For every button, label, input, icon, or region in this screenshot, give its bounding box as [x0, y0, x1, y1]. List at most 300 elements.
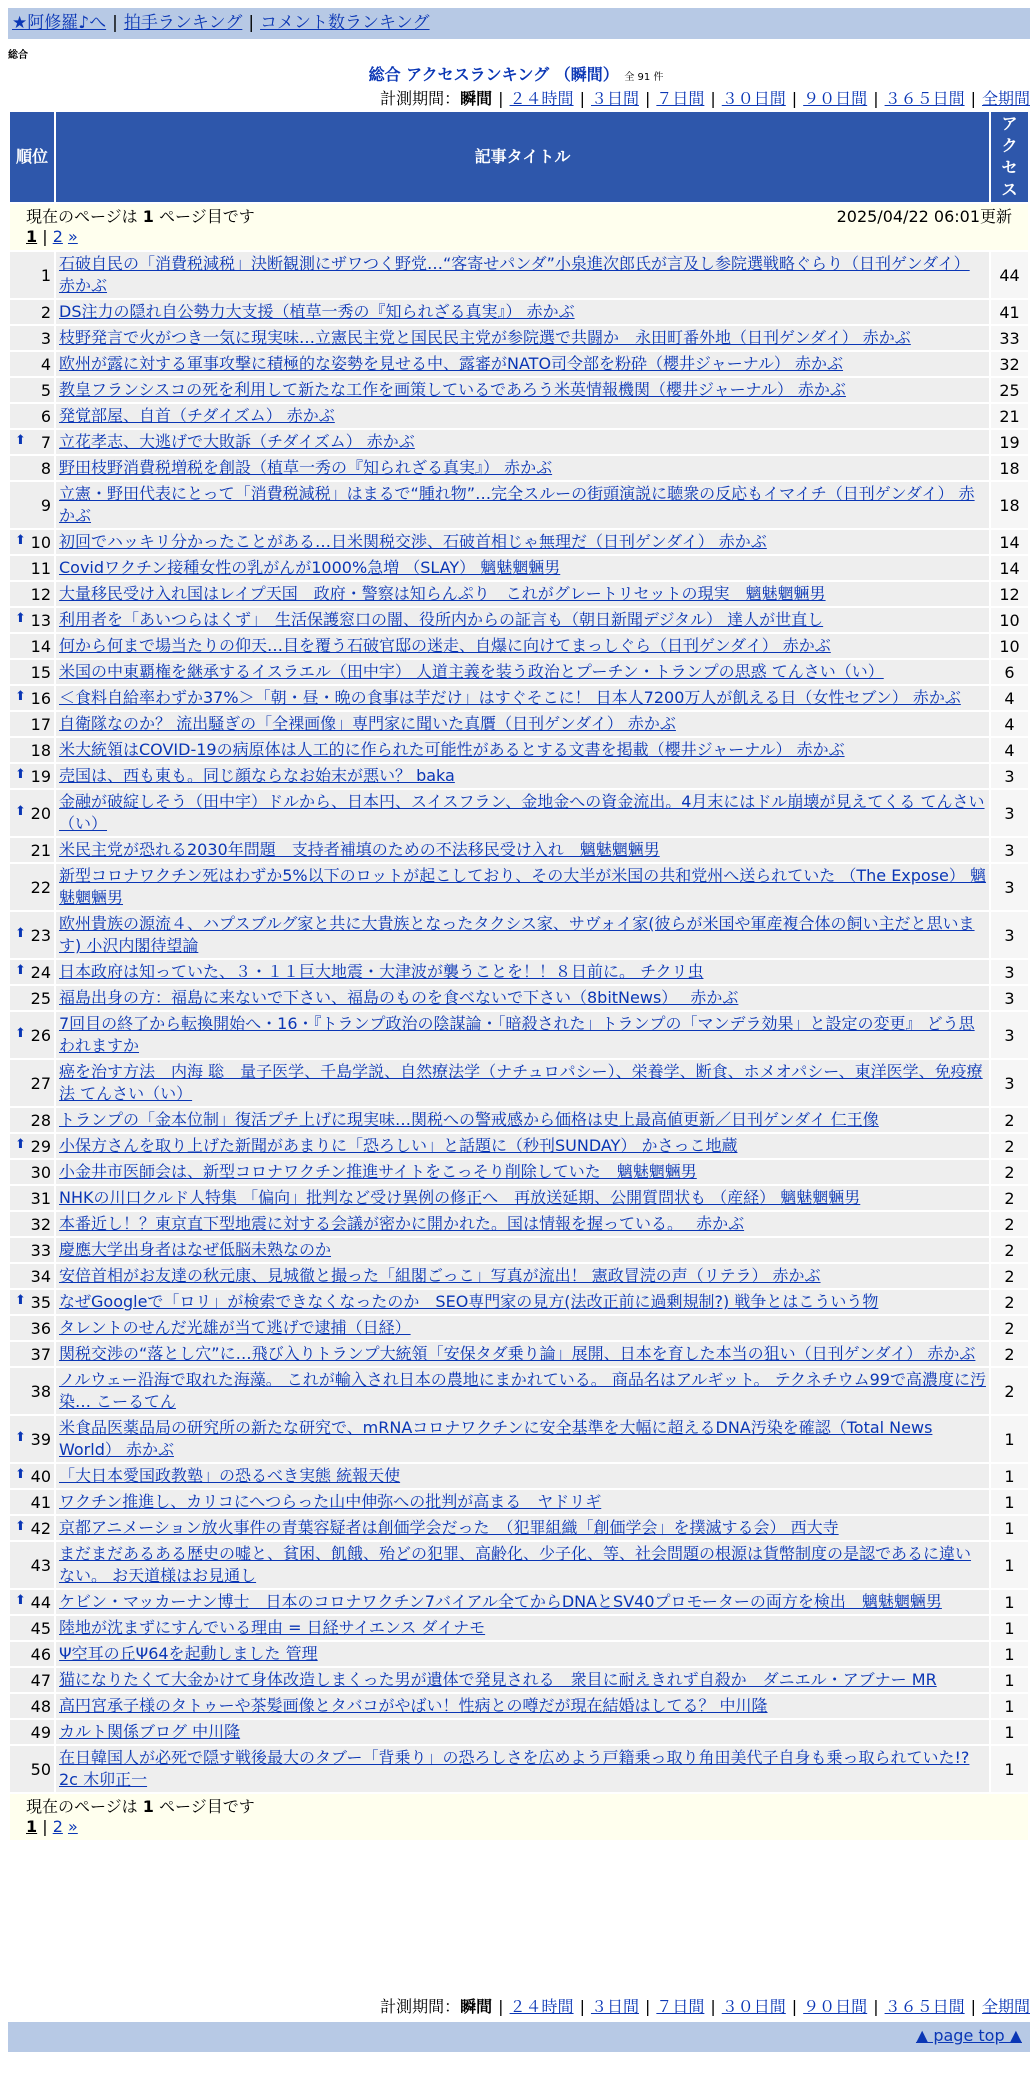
table-row [10, 1290, 1028, 1314]
access-count: 18 [991, 456, 1028, 480]
table-row [10, 556, 1028, 580]
access-count: 2 [991, 1238, 1028, 1262]
article-link[interactable]: 欧州が露に対する軍事攻撃に積極的な姿勢を見せる中、露審がNATO司令部を粉砕（櫻井ジャーナル） 赤かぶ [59, 354, 844, 373]
table-row [10, 1316, 1028, 1340]
access-count: 19 [991, 430, 1028, 454]
access-count: 14 [991, 530, 1028, 554]
access-count: 2 [991, 1290, 1028, 1314]
rank-cell [10, 1212, 54, 1236]
pager-next[interactable]: » [67, 1817, 78, 1836]
title-cell [56, 864, 989, 910]
article-link[interactable]: 自衛隊なのか？ 流出騒ぎの「全裸画像」専門家に聞いた真贋（日刊ゲンダイ） 赤かぶ [59, 714, 676, 733]
period-link-3d[interactable]: ３日間 [590, 89, 639, 108]
rank-cell [10, 712, 54, 736]
article-link[interactable]: 米大統領はCOVID-19の病原体は人工的に作られた可能性があるとする文書を掲載（櫻井ジャーナル） 赤かぶ [59, 740, 845, 759]
article-link[interactable]: 本番近し！？東京直下型地震に対する会議が密かに開かれた。国は情報を握っている。 赤かぶ [59, 1214, 745, 1233]
up-arrow-icon: ⬆ [15, 1466, 26, 1482]
article-link[interactable]: 猫になりたくて大金かけて身体改造しまくった男が遺体で発見される 衆目に耐えきれず自殺か ダニエル・アブナー MR [59, 1670, 937, 1689]
rank-cell [10, 1416, 54, 1462]
table-row [10, 1490, 1028, 1514]
table-row [10, 1616, 1028, 1640]
rank-cell [10, 1134, 54, 1158]
rank-number: 45 [30, 1618, 51, 1638]
table-row [10, 1746, 1028, 1792]
article-link[interactable]: 初回でハッキリ分かったことがある…日米関税交渉、石破首相じゃ無理だ（日刊ゲンダイ） 赤かぶ [59, 532, 767, 551]
title-cell [56, 1542, 989, 1588]
article-link[interactable]: 利用者を「あいつらはくず」 生活保護窓口の闇、役所内からの証言も（朝日新聞デジタル） 達人が世直し [59, 610, 824, 629]
rank-number: 50 [30, 1759, 51, 1779]
rank-cell [10, 960, 54, 984]
rank-cell [10, 1316, 54, 1340]
up-arrow-icon: ⬆ [15, 1292, 26, 1308]
rank-number: 13 [30, 610, 51, 630]
table-row [10, 764, 1028, 788]
rank-number: 14 [30, 636, 51, 656]
pager-current: 1 [26, 227, 38, 246]
title-cell [56, 960, 989, 984]
title-cell [56, 1212, 989, 1236]
title-cell [56, 738, 989, 762]
title-cell [56, 1668, 989, 1692]
rank-cell [10, 556, 54, 580]
period-link-365d[interactable]: ３６５日間 [884, 89, 965, 108]
rank-number: 6 [40, 406, 51, 426]
access-count: 2 [991, 1186, 1028, 1210]
rank-cell [10, 300, 54, 324]
access-count: 1 [991, 1590, 1028, 1614]
access-count: 1 [991, 1490, 1028, 1514]
ranking-rows [10, 252, 1028, 1792]
title-cell [56, 1060, 989, 1106]
table-row [10, 1012, 1028, 1058]
article-link[interactable]: 小保方さんを取り上げた新聞があまりに「恐ろしい」と話題に（秒刊SUNDAY） かさっこ地蔵 [59, 1136, 738, 1155]
article-link[interactable]: 新型コロナワクチン死はわずか5%以下のロットが起こしており、その大半が米国の共和党州へ送られていた （The Expose） 魑魅魍魎男 [59, 866, 986, 907]
table-row [10, 1368, 1028, 1414]
rank-number: 38 [30, 1381, 51, 1401]
title-cell [56, 1746, 989, 1792]
table-row [10, 1590, 1028, 1614]
article-link[interactable]: 米民主党が恐れる2030年問題 支持者補填のための不法移民受け入れ 魑魅魍魎男 [59, 840, 660, 859]
title-cell [56, 1368, 989, 1414]
period-selector-top: 計測期間：瞬間 | ２４時間 | ３日間 | ７日間 | ３０日間 | ９０日間 | ３６５日間 | 全期間 [380, 89, 1030, 108]
rank-number: 24 [30, 962, 51, 982]
rank-cell [10, 430, 54, 454]
title-cell [56, 252, 989, 298]
title-cell [56, 1464, 989, 1488]
article-link[interactable]: ケビン・マッカーナン博士 日本のコロナワクチン7バイアル全てからDNAとSV40プロモーターの両方を検出 魑魅魍魎男 [59, 1592, 942, 1611]
rank-number: 23 [30, 925, 51, 945]
rank-number: 15 [30, 662, 51, 682]
table-row [10, 738, 1028, 762]
title-cell [56, 1342, 989, 1366]
article-link[interactable]: 7回目の終了から転換開始へ・16・『トランプ政治の陰謀論・「暗殺された」トランプの「マンデラ効果」と設定の変更』 どう思われますか [59, 1014, 975, 1055]
table-row [10, 912, 1028, 958]
column-header-title: 記事タイトル [56, 112, 989, 202]
access-count: 3 [991, 986, 1028, 1010]
ranking-title: 総合 アクセスランキング （瞬間） [368, 65, 619, 84]
pager-next[interactable]: » [67, 227, 78, 246]
up-arrow-icon: ⬆ [15, 1025, 26, 1041]
rank-cell [10, 530, 54, 554]
rank-number: 11 [30, 558, 51, 578]
rank-number: 37 [30, 1344, 51, 1364]
title-cell [56, 1134, 989, 1158]
rank-cell [10, 764, 54, 788]
article-link[interactable]: 「大日本愛国政教塾」の恐るべき実態 統報天使 [59, 1466, 401, 1485]
title-cell [56, 352, 989, 376]
table-row [10, 1416, 1028, 1462]
article-link[interactable]: Covidワクチン接種女性の乳がんが1000%急増 （SLAY） 魑魅魍魎男 [59, 558, 561, 577]
table-row [10, 1134, 1028, 1158]
page-title [0, 62, 1032, 85]
table-row [10, 838, 1028, 862]
title-cell [56, 838, 989, 862]
up-arrow-icon: ⬆ [15, 1592, 26, 1608]
rank-cell [10, 1108, 54, 1132]
title-cell [56, 660, 989, 684]
access-count: 3 [991, 1060, 1028, 1106]
title-cell [56, 1290, 989, 1314]
up-arrow-icon: ⬆ [15, 1518, 26, 1534]
title-cell [56, 686, 989, 710]
rank-cell [10, 1616, 54, 1640]
table-row [10, 430, 1028, 454]
rank-cell [10, 1694, 54, 1718]
rank-number: 32 [30, 1214, 51, 1234]
table-row [10, 608, 1028, 632]
rank-cell [10, 738, 54, 762]
access-count: 4 [991, 712, 1028, 736]
access-count: 1 [991, 1616, 1028, 1640]
table-row [10, 582, 1028, 606]
article-link[interactable]: トランプの「金本位制」復活プチ上げに現実味…関税への警戒感から価格は史上最高値更新／日刊ゲンダイ 仁王像 [59, 1110, 879, 1129]
table-row [10, 1642, 1028, 1666]
access-count: 14 [991, 556, 1028, 580]
rank-number: 26 [30, 1025, 51, 1045]
table-row [10, 1720, 1028, 1744]
rank-cell [10, 1342, 54, 1366]
table-row [10, 686, 1028, 710]
table-row [10, 864, 1028, 910]
title-cell [56, 582, 989, 606]
article-link[interactable]: 金融が破綻しそう（田中宇）ドルから、日本円、スイスフラン、金地金への資金流出。4月末にはドル崩壊が見えてくる てんさい（い） [59, 792, 985, 833]
period-link-7d[interactable]: ７日間 [656, 89, 705, 108]
ranking-table-wrapper [8, 110, 1030, 1842]
article-link[interactable]: 石破自民の「消費税減税」決断観測にザワつく野党…“客寄せパンダ”小泉進次郎氏が言及し参院選戦略ぐらり（日刊ゲンダイ） 赤かぶ [59, 254, 970, 295]
period-label: 計測期間： [380, 1997, 461, 2016]
article-link[interactable]: 何から何まで場当たりの仰天…目を覆う石破官邸の迷走、自爆に向けてまっしぐら（日刊ゲンダイ） 赤かぶ [59, 636, 831, 655]
article-link[interactable]: 立花孝志、大逃げで大敗訴（チダイズム） 赤かぶ [59, 432, 415, 451]
rank-cell [10, 986, 54, 1010]
column-header-count: アクセス [991, 112, 1028, 202]
article-link[interactable]: カルト関係ブログ 中川隆 [59, 1722, 241, 1741]
table-row [10, 634, 1028, 658]
period-link-365d[interactable]: ３６５日間 [884, 1997, 965, 2016]
article-link[interactable]: 高円宮承子様のタトゥーや茶髪画像とタバコがやばい！性病との噂だが現在結婚はしてる？ 中川隆 [59, 1696, 768, 1715]
table-row [10, 252, 1028, 298]
article-link[interactable]: 慶應大学出身者はなぜ低脳未熟なのか [59, 1240, 332, 1259]
access-count: 2 [991, 1316, 1028, 1340]
total-count: 全 91 件 [624, 72, 664, 83]
rank-number: 2 [40, 302, 51, 322]
title-cell [56, 456, 989, 480]
article-link[interactable]: 枝野発言で火がつき一気に現実味…立憲民主党と国民民主党が参院選で共闘か 永田町番外地（日刊ゲンダイ） 赤かぶ [59, 328, 911, 347]
period-label: 計測期間： [380, 89, 461, 108]
table-row [10, 1464, 1028, 1488]
rank-cell [10, 1060, 54, 1106]
article-link[interactable]: NHKの川口クルド人特集 「偏向」批判など受け異例の修正へ 再放送延期、公開質問状も （産経） 魑魅魍魎男 [59, 1188, 861, 1207]
rank-number: 12 [30, 584, 51, 604]
access-count: 4 [991, 738, 1028, 762]
article-link[interactable]: 小金井市医師会は、新型コロナワクチン推進サイトをこっそり削除していた 魑魅魍魎男 [59, 1162, 697, 1181]
table-row [10, 482, 1028, 528]
article-link[interactable]: 発覚部屋、自首（チダイズム） 赤かぶ [59, 406, 335, 425]
rank-cell [10, 1160, 54, 1184]
title-cell [56, 1186, 989, 1210]
rank-number: 20 [30, 803, 51, 823]
table-row [10, 960, 1028, 984]
access-count: 1 [991, 1416, 1028, 1462]
rank-cell [10, 1464, 54, 1488]
article-link[interactable]: 米国の中東覇権を継承するイスラエル（田中宇） 人道主義を装う政治とプーチン・トランプの思惑 てんさい（い） [59, 662, 884, 681]
article-link[interactable]: 陸地が沈まずにすんでいる理由 = 日経サイエンス ダイナモ [59, 1618, 486, 1637]
table-row [10, 1060, 1028, 1106]
article-link[interactable]: 米食品医薬品局の研究所の新たな研究で、mRNAコロナワクチンに安全基準を大幅に超えるDNA汚染を確認（Total News World） 赤かぶ [59, 1418, 933, 1459]
table-row [10, 1186, 1028, 1210]
access-count: 3 [991, 1012, 1028, 1058]
article-link[interactable]: まだまだあるある歴史の嘘と、貧困、飢餓、殆どの犯罪、高齢化、少子化、等、社会問題の根源は貨幣制度の是認であるに違いない。 お天道様はお見通し [59, 1544, 972, 1585]
table-row [10, 1694, 1028, 1718]
title-cell [56, 1416, 989, 1462]
access-count: 2 [991, 1342, 1028, 1366]
title-cell [56, 1108, 989, 1132]
rank-number: 36 [30, 1318, 51, 1338]
article-link[interactable]: ノルウェー沿海で取れた海藻。 これが輸入され日本の農地にまかれている。 商品名はアルギット。 テクネチウム99で高濃度に汚染… こーるてん [59, 1370, 986, 1411]
access-count: 2 [991, 1212, 1028, 1236]
rank-cell [10, 1668, 54, 1692]
article-link[interactable]: ＜食料自給率わずか37%＞「朝・昼・晩の食事は芋だけ」はすぐそこに！ 日本人7200万人が飢える日（女性セブン） 赤かぶ [59, 688, 961, 707]
page-top-link[interactable]: ▲ page top ▲ [915, 2026, 1022, 2045]
period-link-30d[interactable]: ３０日間 [721, 1997, 786, 2016]
nav-comment-ranking-link[interactable]: コメント数ランキング [260, 13, 430, 33]
rank-number: 8 [40, 458, 51, 478]
title-cell [56, 482, 989, 528]
rank-number: 22 [30, 877, 51, 897]
article-link[interactable]: 立憲・野田代表にとって「消費税減税」はまるで“腫れ物”…完全スルーの街頭演説に聴衆の反応もイマイチ（日刊ゲンダイ） 赤かぶ [59, 484, 975, 525]
access-count: 12 [991, 582, 1028, 606]
rank-number: 7 [40, 432, 51, 452]
pager-page-2[interactable]: 2 [52, 1817, 63, 1836]
period-link-24h[interactable]: ２４時間 [509, 1997, 574, 2016]
period-link-7d[interactable]: ７日間 [656, 1997, 705, 2016]
up-arrow-icon: ⬆ [15, 1136, 26, 1152]
rank-cell [10, 608, 54, 632]
table-row [10, 1264, 1028, 1288]
rank-cell [10, 1290, 54, 1314]
title-cell [56, 1490, 989, 1514]
table-row [10, 530, 1028, 554]
rank-cell [10, 1186, 54, 1210]
access-count: 1 [991, 1642, 1028, 1666]
access-count: 2 [991, 1368, 1028, 1414]
rank-cell [10, 252, 54, 298]
nav-home-link[interactable]: ★阿修羅♪へ [12, 13, 107, 33]
period-link-all[interactable]: 全期間 [981, 89, 1030, 108]
rank-cell [10, 1516, 54, 1540]
table-row [10, 986, 1028, 1010]
article-link[interactable]: Ψ空耳の丘Ψ64を起動しました 管理 [59, 1644, 318, 1663]
table-row [10, 1542, 1028, 1588]
access-count: 25 [991, 378, 1028, 402]
rank-number: 5 [40, 380, 51, 400]
rank-cell [10, 326, 54, 350]
rank-number: 21 [30, 840, 51, 860]
rank-cell [10, 1746, 54, 1792]
article-link[interactable]: 在日韓国人が必死で隠す戦後最大のタブー「背乗り」の恐ろしさを広めよう戸籍乗っ取り角田美代子自身も乗っ取られていた!? 2c 木卯正一 [59, 1748, 970, 1789]
rank-cell [10, 838, 54, 862]
page-info-top [10, 204, 1028, 250]
article-link[interactable]: 安倍首相がお友達の秋元康、見城徹と撮った「組閣ごっこ」写真が流出！ 憲政冒涜の声（リテラ） 赤かぶ [59, 1266, 821, 1285]
access-count: 4 [991, 686, 1028, 710]
period-selector-bottom: 計測期間：瞬間 | ２４時間 | ３日間 | ７日間 | ３０日間 | ９０日間 | ３６５日間 | 全期間 [380, 1997, 1030, 2016]
period-link-90d[interactable]: ９０日間 [803, 89, 868, 108]
title-cell [56, 634, 989, 658]
up-arrow-icon: ⬆ [15, 766, 26, 782]
up-arrow-icon: ⬆ [15, 610, 26, 626]
rank-number: 31 [30, 1188, 51, 1208]
up-arrow-icon: ⬆ [15, 432, 26, 448]
title-cell [56, 790, 989, 836]
rank-number: 29 [30, 1136, 51, 1156]
access-count: 3 [991, 912, 1028, 958]
article-link[interactable]: ワクチン推進し、カリコにへつらった山中伸弥への批判が高まる ヤドリギ [59, 1492, 602, 1511]
article-link[interactable]: 教皇フランシスコの死を利用して新たな工作を画策しているであろう米英情報機関（櫻井ジャーナル） 赤かぶ [59, 380, 846, 399]
period-link-24h[interactable]: ２４時間 [509, 89, 574, 108]
up-arrow-icon: ⬆ [15, 1429, 26, 1445]
rank-cell [10, 864, 54, 910]
access-count: 41 [991, 300, 1028, 324]
title-cell [56, 764, 989, 788]
access-count: 3 [991, 790, 1028, 836]
rank-cell [10, 404, 54, 428]
table-row [10, 790, 1028, 836]
period-current: 瞬間 [460, 1997, 493, 2016]
title-cell [56, 912, 989, 958]
period-link-all[interactable]: 全期間 [981, 1997, 1030, 2016]
article-link[interactable]: 関税交渉の“落とし穴”に…飛び入りトランプ大統領「安保タダ乗り論」展開、日本を育した本当の狙い（日刊ゲンダイ） 赤かぶ [59, 1344, 976, 1363]
article-link[interactable]: 売国は、西も東も。同じ顔ならなお始末が悪い？ baka [59, 766, 455, 785]
article-link[interactable]: 野田枝野消費税増税を創設（植草一秀の『知られざる真実』） 赤かぶ [59, 458, 553, 477]
rank-cell [10, 482, 54, 528]
column-header-rank: 順位 [10, 112, 54, 202]
period-link-90d[interactable]: ９０日間 [803, 1997, 868, 2016]
article-link[interactable]: なぜGoogleで「ロリ」が検索できなくなったのか SEO専門家の見方(法改正前に過剰規制?) 戦争とはこういう物 [59, 1292, 879, 1311]
access-count: 10 [991, 634, 1028, 658]
article-link[interactable]: 京都アニメーション放火事件の青葉容疑者は創価学会だった （犯罪組織「創価学会」を撲滅する会） 西大寺 [59, 1518, 839, 1537]
rank-cell [10, 1012, 54, 1058]
access-count: 3 [991, 960, 1028, 984]
article-link[interactable]: タレントのせんだ光雄が当て逃げで逮捕（日経） [59, 1318, 411, 1337]
access-count: 1 [991, 1746, 1028, 1792]
article-link[interactable]: 癌を治す方法 内海 聡 量子医学、千島学説、自然療法学（ナチュロパシー）、栄養学、断食、ホメオパシー、東洋医学、免疫療法 てんさい（い） [59, 1062, 983, 1103]
up-arrow-icon: ⬆ [15, 803, 26, 819]
rank-number: 3 [40, 328, 51, 348]
rank-number: 27 [30, 1073, 51, 1093]
rank-number: 9 [40, 495, 51, 515]
rank-number: 28 [30, 1110, 51, 1130]
title-cell [56, 404, 989, 428]
updated-time: 2025/04/22 06:01更新 [836, 207, 1012, 226]
table-row [10, 1342, 1028, 1366]
table-row [10, 1238, 1028, 1262]
article-link[interactable]: DS注力の隠れ自公勢力大支援（植草一秀の『知られざる真実』） 赤かぶ [59, 302, 575, 321]
period-link-30d[interactable]: ３０日間 [721, 89, 786, 108]
table-row [10, 712, 1028, 736]
top-nav [8, 8, 1030, 39]
rank-number: 40 [30, 1466, 51, 1486]
access-count: 1 [991, 1464, 1028, 1488]
rank-number: 30 [30, 1162, 51, 1182]
rank-cell [10, 634, 54, 658]
title-cell [56, 1264, 989, 1288]
title-cell [56, 1694, 989, 1718]
rank-number: 46 [30, 1644, 51, 1664]
table-row [10, 1516, 1028, 1540]
rank-number: 43 [30, 1555, 51, 1575]
nav-clap-ranking-link[interactable]: 拍手ランキング [123, 13, 243, 33]
page-info-text: 現在のページは 1 ページ目です [26, 207, 255, 226]
access-count: 32 [991, 352, 1028, 376]
rank-number: 48 [30, 1696, 51, 1716]
access-count: 2 [991, 1264, 1028, 1288]
nav-separator: | [248, 13, 255, 33]
rank-cell [10, 352, 54, 376]
page-info-text: 現在のページは 1 ページ目です [26, 1797, 255, 1816]
rank-cell [10, 790, 54, 836]
ranking-table [8, 110, 1030, 1842]
access-count: 3 [991, 838, 1028, 862]
table-row [10, 326, 1028, 350]
access-count: 2 [991, 1160, 1028, 1184]
pager-top: 1 | 2 » [26, 227, 78, 246]
access-count: 1 [991, 1542, 1028, 1588]
title-cell [56, 1160, 989, 1184]
nav-separator: | [112, 13, 118, 33]
page-info-bottom [10, 1794, 1028, 1840]
article-link[interactable]: 大量移民受け入れ国はレイプ天国 政府・警察は知らんぷり これがグレートリセットの現実 魑魅魍魎男 [59, 584, 826, 603]
period-link-3d[interactable]: ３日間 [590, 1997, 639, 2016]
article-link[interactable]: 欧州貴族の源流４、ハプスブルグ家と共に大貴族となったタクシス家、サヴォイ家(彼らが米国や軍産複合体の飼い主だと思います) 小沢内閣待望論 [59, 914, 975, 955]
rank-number: 17 [30, 714, 51, 734]
pager-bottom: 1 | 2 » [26, 1817, 78, 1836]
access-count: 1 [991, 1694, 1028, 1718]
up-arrow-icon: ⬆ [15, 962, 26, 978]
title-cell [56, 378, 989, 402]
period-current: 瞬間 [460, 89, 493, 108]
pager-page-2[interactable]: 2 [52, 227, 63, 246]
article-link[interactable]: 福島出身の方：福島に来ないで下さい、福島のものを食べないで下さい（8bitNews） 赤かぶ [59, 988, 739, 1007]
rank-cell [10, 1490, 54, 1514]
table-row [10, 352, 1028, 376]
rank-number: 39 [30, 1429, 51, 1449]
rank-number: 35 [30, 1292, 51, 1312]
rank-number: 1 [40, 265, 51, 285]
rank-number: 41 [30, 1492, 51, 1512]
rank-number: 16 [30, 688, 51, 708]
title-cell [56, 1012, 989, 1058]
article-link[interactable]: 日本政府は知っていた、３・１１巨大地震・大津波が襲うことを！！８日前に。 チクリ虫 [59, 962, 704, 981]
access-count: 2 [991, 1134, 1028, 1158]
